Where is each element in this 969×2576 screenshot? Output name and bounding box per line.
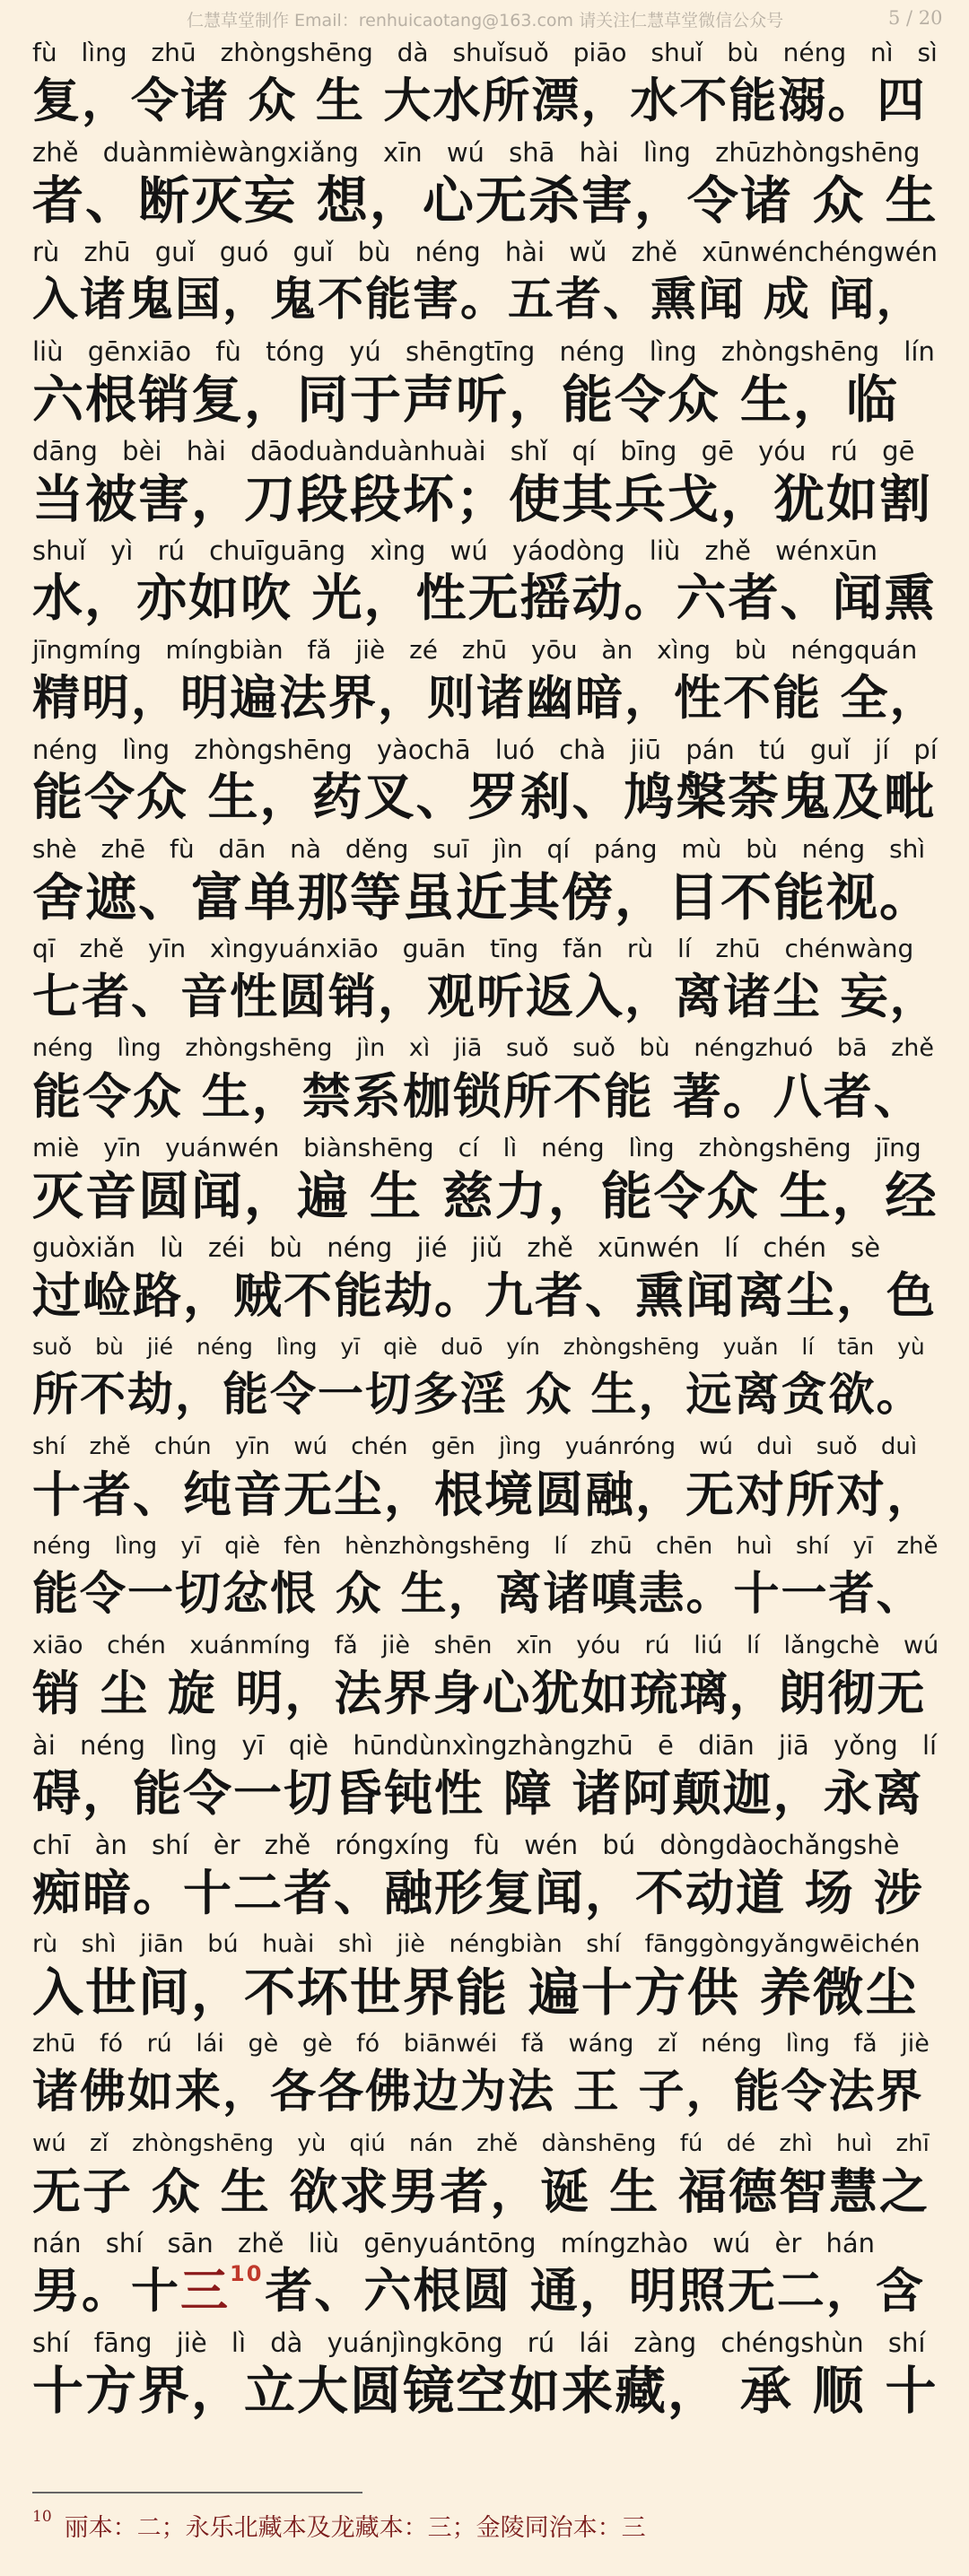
hanzi-line: 灭音圆闻，遍 生 慈力，能令众 生，经 [32,1167,938,1226]
hanzi-line: 能令众 生，禁系枷锁所不能 著。八者、 [32,1068,924,1125]
text-line [32,2127,938,2226]
text-line [32,434,938,534]
hanzi-line: 十方界，立大圆镜空如来藏， 承 顺 十 [32,2362,938,2421]
pinyin-line: shí fāng jiè lì dà yuánjìngkōng rú lái zàng chéngshùn shí [32,2328,926,2358]
text-line [32,1131,938,1231]
text-line [32,2226,938,2326]
text-line [32,1828,938,1928]
hanzi-line: 所不劫，能令一切多淫 众 生，远离贪欲。 [32,1369,924,1422]
text-line [32,2027,938,2127]
hanzi-line: 水，亦如吹 光，性无摇动。六者、闻熏 [32,570,937,628]
hanzi-line: 七者、音性圆销，观听返入，离诸尘 妄， [32,970,939,1024]
pinyin-line: liù gēnxiāo fù tóng yú shēngtīng néng lìng zhòngshēng lín [32,336,935,367]
text-line [32,534,938,633]
hanzi-line: 入诸鬼国，鬼不能害。五者、熏闻 成 闻， [32,274,924,326]
text-line [32,2326,938,2425]
hanzi-line: 痴暗。十二者、融形复闻，不动道 场 涉 [32,1865,924,1921]
text-line [32,335,938,434]
hanzi-line: 当被害，刀段段坏；使其兵戈，犹如割 [32,470,932,529]
hanzi-line: 入世间，不坏世界能 遍十方供 养微尘 [32,1963,919,2023]
pinyin-line: jīngmíng míngbiàn fǎ jiè zé zhū yōu àn xìng bù néngquán [32,635,918,665]
pinyin-line: wú zǐ zhòngshēng yù qiú nán zhě dànshēng fú dé zhì huì zhī [32,2130,930,2157]
footnote-divider [32,2492,362,2493]
pinyin-line: fù lìng zhū zhòngshēng dà shuǐsuǒ piāo shuǐ bù néng nì sì [32,38,938,67]
hanzi-line: 十者、纯音无尘，根境圆融，无对所对， [32,1466,937,1523]
pinyin-line: zhū fó rú lái gè gè fó biānwéi fǎ wáng zǐ néng lìng fǎ jiè [32,2030,930,2058]
hanzi-segment: 男。十 [32,2264,180,2319]
text-line [32,1529,938,1629]
pinyin-line: rù shì jiān bú huài shì jiè néngbiàn shí fānggòngyǎngwēichén [32,1930,921,1958]
text-line [32,932,938,1031]
text-line [32,1928,938,2027]
pinyin-line: suǒ bù jié néng lìng yī qiè duō yín zhòngshēng yuǎn lí tān yù [32,1334,925,1360]
footnote-text: 丽本：二；永乐北藏本及龙藏本：三；金陵同治本：三 [64,2514,646,2542]
hanzi-line: 过崄路，贼不能劫。九者、熏闻离尘，色 [32,1267,937,1324]
text-line [32,1330,938,1430]
pinyin-line: zhě duànmièwàngxiǎng xīn wú shā hài lìng zhūzhòngshēng [32,137,921,168]
pinyin-line: guòxiǎn lù zéi bù néng jié jiǔ zhě xūnwén lí chén sè [32,1232,881,1263]
page-header [0,7,969,34]
text-line [32,733,938,832]
text-line [32,1031,938,1131]
pinyin-line: qī zhě yīn xìngyuánxiāo guān tīng fǎn rù lí zhū chénwàng [32,934,914,963]
hanzi-line: 无子 众 生 欲求男者，诞 生 福德智慧之 [32,2163,930,2220]
hanzi-line: 销 尘 旋 明，法界身心犹如琉璃，朗彻无 [32,1667,927,1721]
hanzi-line: 精明，明遍法界，则诸幽暗，性不能 全， [32,671,939,726]
hanzi-line: 复，令诸 众 生 大水所漂，水不能溺。四 [32,74,927,128]
text-line [32,36,938,135]
footnote-marker: 10 [32,2508,52,2526]
pinyin-line: shè zhē fù dān nà děng suī jìn qí páng mù bù néng shì [32,834,926,864]
hanzi-line: 舍遮、富单那等虽近其傍，目不能视。 [32,868,932,927]
sutra-text [32,36,938,2425]
pinyin-line: néng lìng yī qiè fèn hènzhòngshēng lí zhū chēn huì shí yī zhě [32,1533,938,1560]
pinyin-line: ài néng lìng yī qiè hūndùnxìngzhàngzhū ē diān jiā yǒng lí [32,1730,938,1761]
pinyin-line: rù zhū guǐ guó guǐ bù néng hài wǔ zhě xūnwénchéngwén [32,237,938,267]
hanzi-line: 能令众 生，药叉、罗刹、鸠槃荼鬼及毗 [32,769,937,827]
hanzi-line: 者、断灭妄 想，心无杀害，令诸 众 生 [32,171,938,231]
text-line [32,1430,938,1529]
hanzi-line [32,2260,938,2323]
variant-character: 三 [180,2264,230,2319]
text-line [32,235,938,335]
hanzi-line: 碍，能令一切昏钝性 障 诸阿颠迦，永离 [32,1765,924,1822]
hanzi-line: 诸佛如来，各各佛边为法 王 子，能令法界 [32,2066,924,2119]
text-line [32,1728,938,1828]
text-line [32,1629,938,1728]
pinyin-line: dāng bèi hài dāoduànduànhuài shǐ qí bīng gē yóu rú gē [32,436,915,466]
pinyin-line: nán shí sān zhě liù gēnyuántōng míngzhào wú èr hán [32,2228,876,2258]
hanzi-line: 六根销复，同于声听，能令众 生，临 [32,370,899,430]
header-credit: 仁慧草堂制作 Email：renhuicaotang@163.com 请关注仁慧草堂微信公众号 [187,11,784,30]
footnote [32,2508,938,2543]
text-line [32,633,938,733]
footnote-reference: 10 [230,2261,264,2286]
pinyin-line: shuǐ yì rú chuīguāng xìng wú yáodòng liù zhě wénxūn [32,535,878,566]
pinyin-line: néng lìng zhòngshēng yàochā luó chà jiū pán tú guǐ jí pí [32,735,938,765]
pinyin-line: chī àn shí èr zhě róngxíng fù wén bú dòngdàochǎngshè [32,1830,900,1860]
text-line [32,135,938,235]
pinyin-line: miè yīn yuánwén biànshēng cí lì néng lìng zhòngshēng jīng [32,1133,921,1162]
pinyin-line: xiāo chén xuánmíng fǎ jiè shēn xīn yóu rú liú lí lǎngchè wú [32,1632,939,1659]
pinyin-line: néng lìng zhòngshēng jìn xì jiā suǒ suǒ bù néngzhuó bā zhě [32,1034,934,1062]
hanzi-segment: 者、六根圆 通，明照无二，含 [265,2264,925,2319]
pinyin-line: shí zhě chún yīn wú chén gēn jìng yuánróng wú duì suǒ duì [32,1433,918,1460]
hanzi-line: 能令一切忿恨 众 生，离诸嗔恚。十一者、 [32,1568,924,1621]
text-line [32,1231,938,1330]
text-line [32,832,938,932]
page-number: 5 / 20 [888,7,943,29]
